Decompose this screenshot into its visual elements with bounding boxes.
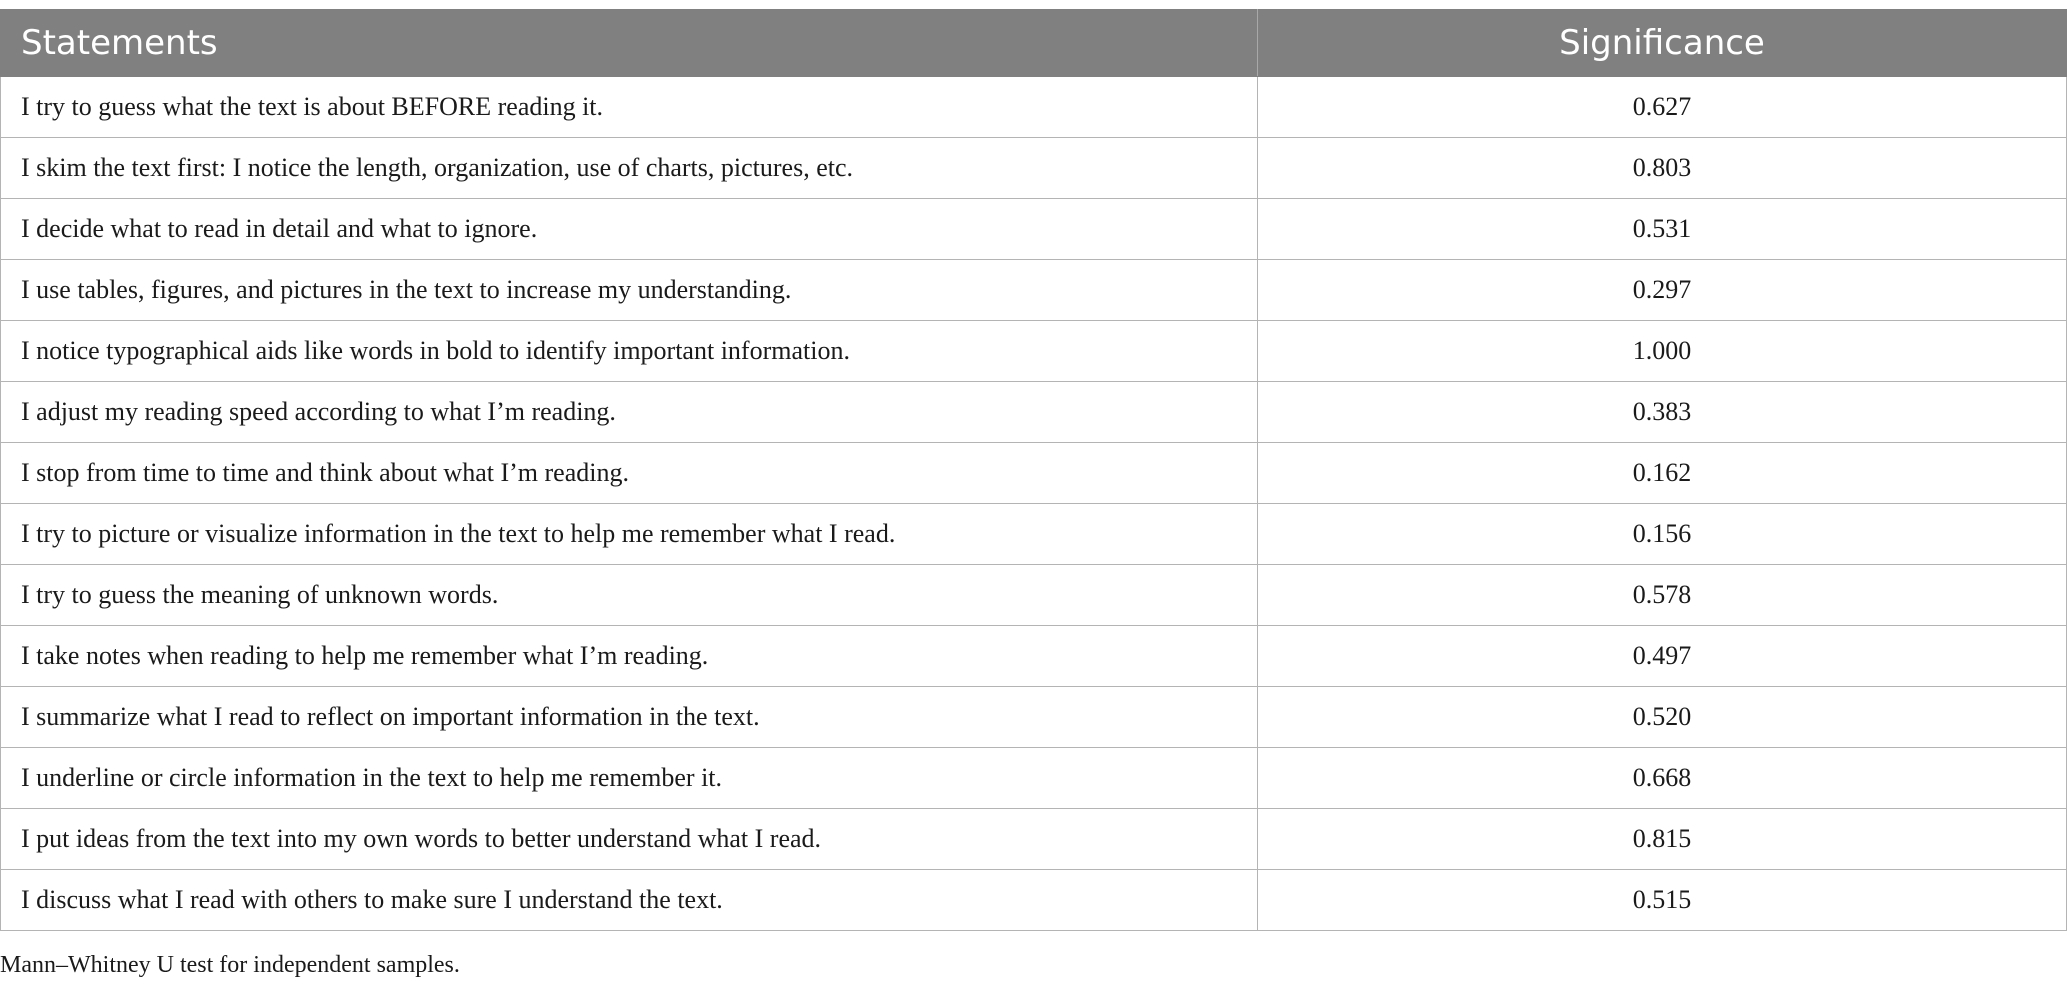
significance-cell: 0.815 (1258, 809, 2067, 870)
statement-cell: I underline or circle information in the text to help me remember it. (1, 748, 1258, 809)
statement-cell: I put ideas from the text into my own words to better understand what I read. (1, 809, 1258, 870)
significance-cell: 0.515 (1258, 870, 2067, 931)
table-row (1, 504, 2067, 565)
statement-cell: I skim the text first: I notice the length, organization, use of charts, pictures, etc. (1, 138, 1258, 199)
table-row (1, 138, 2067, 199)
table-body (1, 77, 2067, 931)
significance-cell: 0.297 (1258, 260, 2067, 321)
table-row (1, 687, 2067, 748)
significance-cell: 0.383 (1258, 382, 2067, 443)
statement-cell: I try to guess the meaning of unknown words. (1, 565, 1258, 626)
statements-table (0, 9, 2067, 931)
significance-cell: 0.497 (1258, 626, 2067, 687)
table-row (1, 199, 2067, 260)
table-row (1, 748, 2067, 809)
table-row (1, 565, 2067, 626)
significance-cell: 0.520 (1258, 687, 2067, 748)
table-row (1, 809, 2067, 870)
statement-cell: I try to picture or visualize information in the text to help me remember what I read. (1, 504, 1258, 565)
significance-cell: 0.803 (1258, 138, 2067, 199)
table-row (1, 870, 2067, 931)
significance-cell: 0.668 (1258, 748, 2067, 809)
statement-cell: I stop from time to time and think about what I’m reading. (1, 443, 1258, 504)
statements-table-container (0, 9, 2066, 931)
table-row (1, 260, 2067, 321)
header-significance: Significance (1258, 10, 2067, 77)
statement-cell: I decide what to read in detail and what to ignore. (1, 199, 1258, 260)
significance-cell: 0.627 (1258, 77, 2067, 138)
significance-cell: 0.156 (1258, 504, 2067, 565)
statement-cell: I adjust my reading speed according to what I’m reading. (1, 382, 1258, 443)
significance-cell: 0.531 (1258, 199, 2067, 260)
table-row (1, 443, 2067, 504)
header-statements: Statements (1, 10, 1258, 77)
table-row (1, 626, 2067, 687)
significance-cell: 1.000 (1258, 321, 2067, 382)
table-row (1, 77, 2067, 138)
statement-cell: I notice typographical aids like words in bold to identify important information. (1, 321, 1258, 382)
table-header (1, 10, 2067, 77)
statement-cell: I use tables, figures, and pictures in the text to increase my understanding. (1, 260, 1258, 321)
table-footnote: Mann–Whitney U test for independent samples. (0, 952, 460, 978)
statement-cell: I summarize what I read to reflect on important information in the text. (1, 687, 1258, 748)
statement-cell: I discuss what I read with others to make sure I understand the text. (1, 870, 1258, 931)
significance-cell: 0.162 (1258, 443, 2067, 504)
table-row (1, 321, 2067, 382)
statement-cell: I take notes when reading to help me remember what I’m reading. (1, 626, 1258, 687)
table-row (1, 382, 2067, 443)
significance-cell: 0.578 (1258, 565, 2067, 626)
header-row (1, 10, 2067, 77)
statement-cell: I try to guess what the text is about BEFORE reading it. (1, 77, 1258, 138)
